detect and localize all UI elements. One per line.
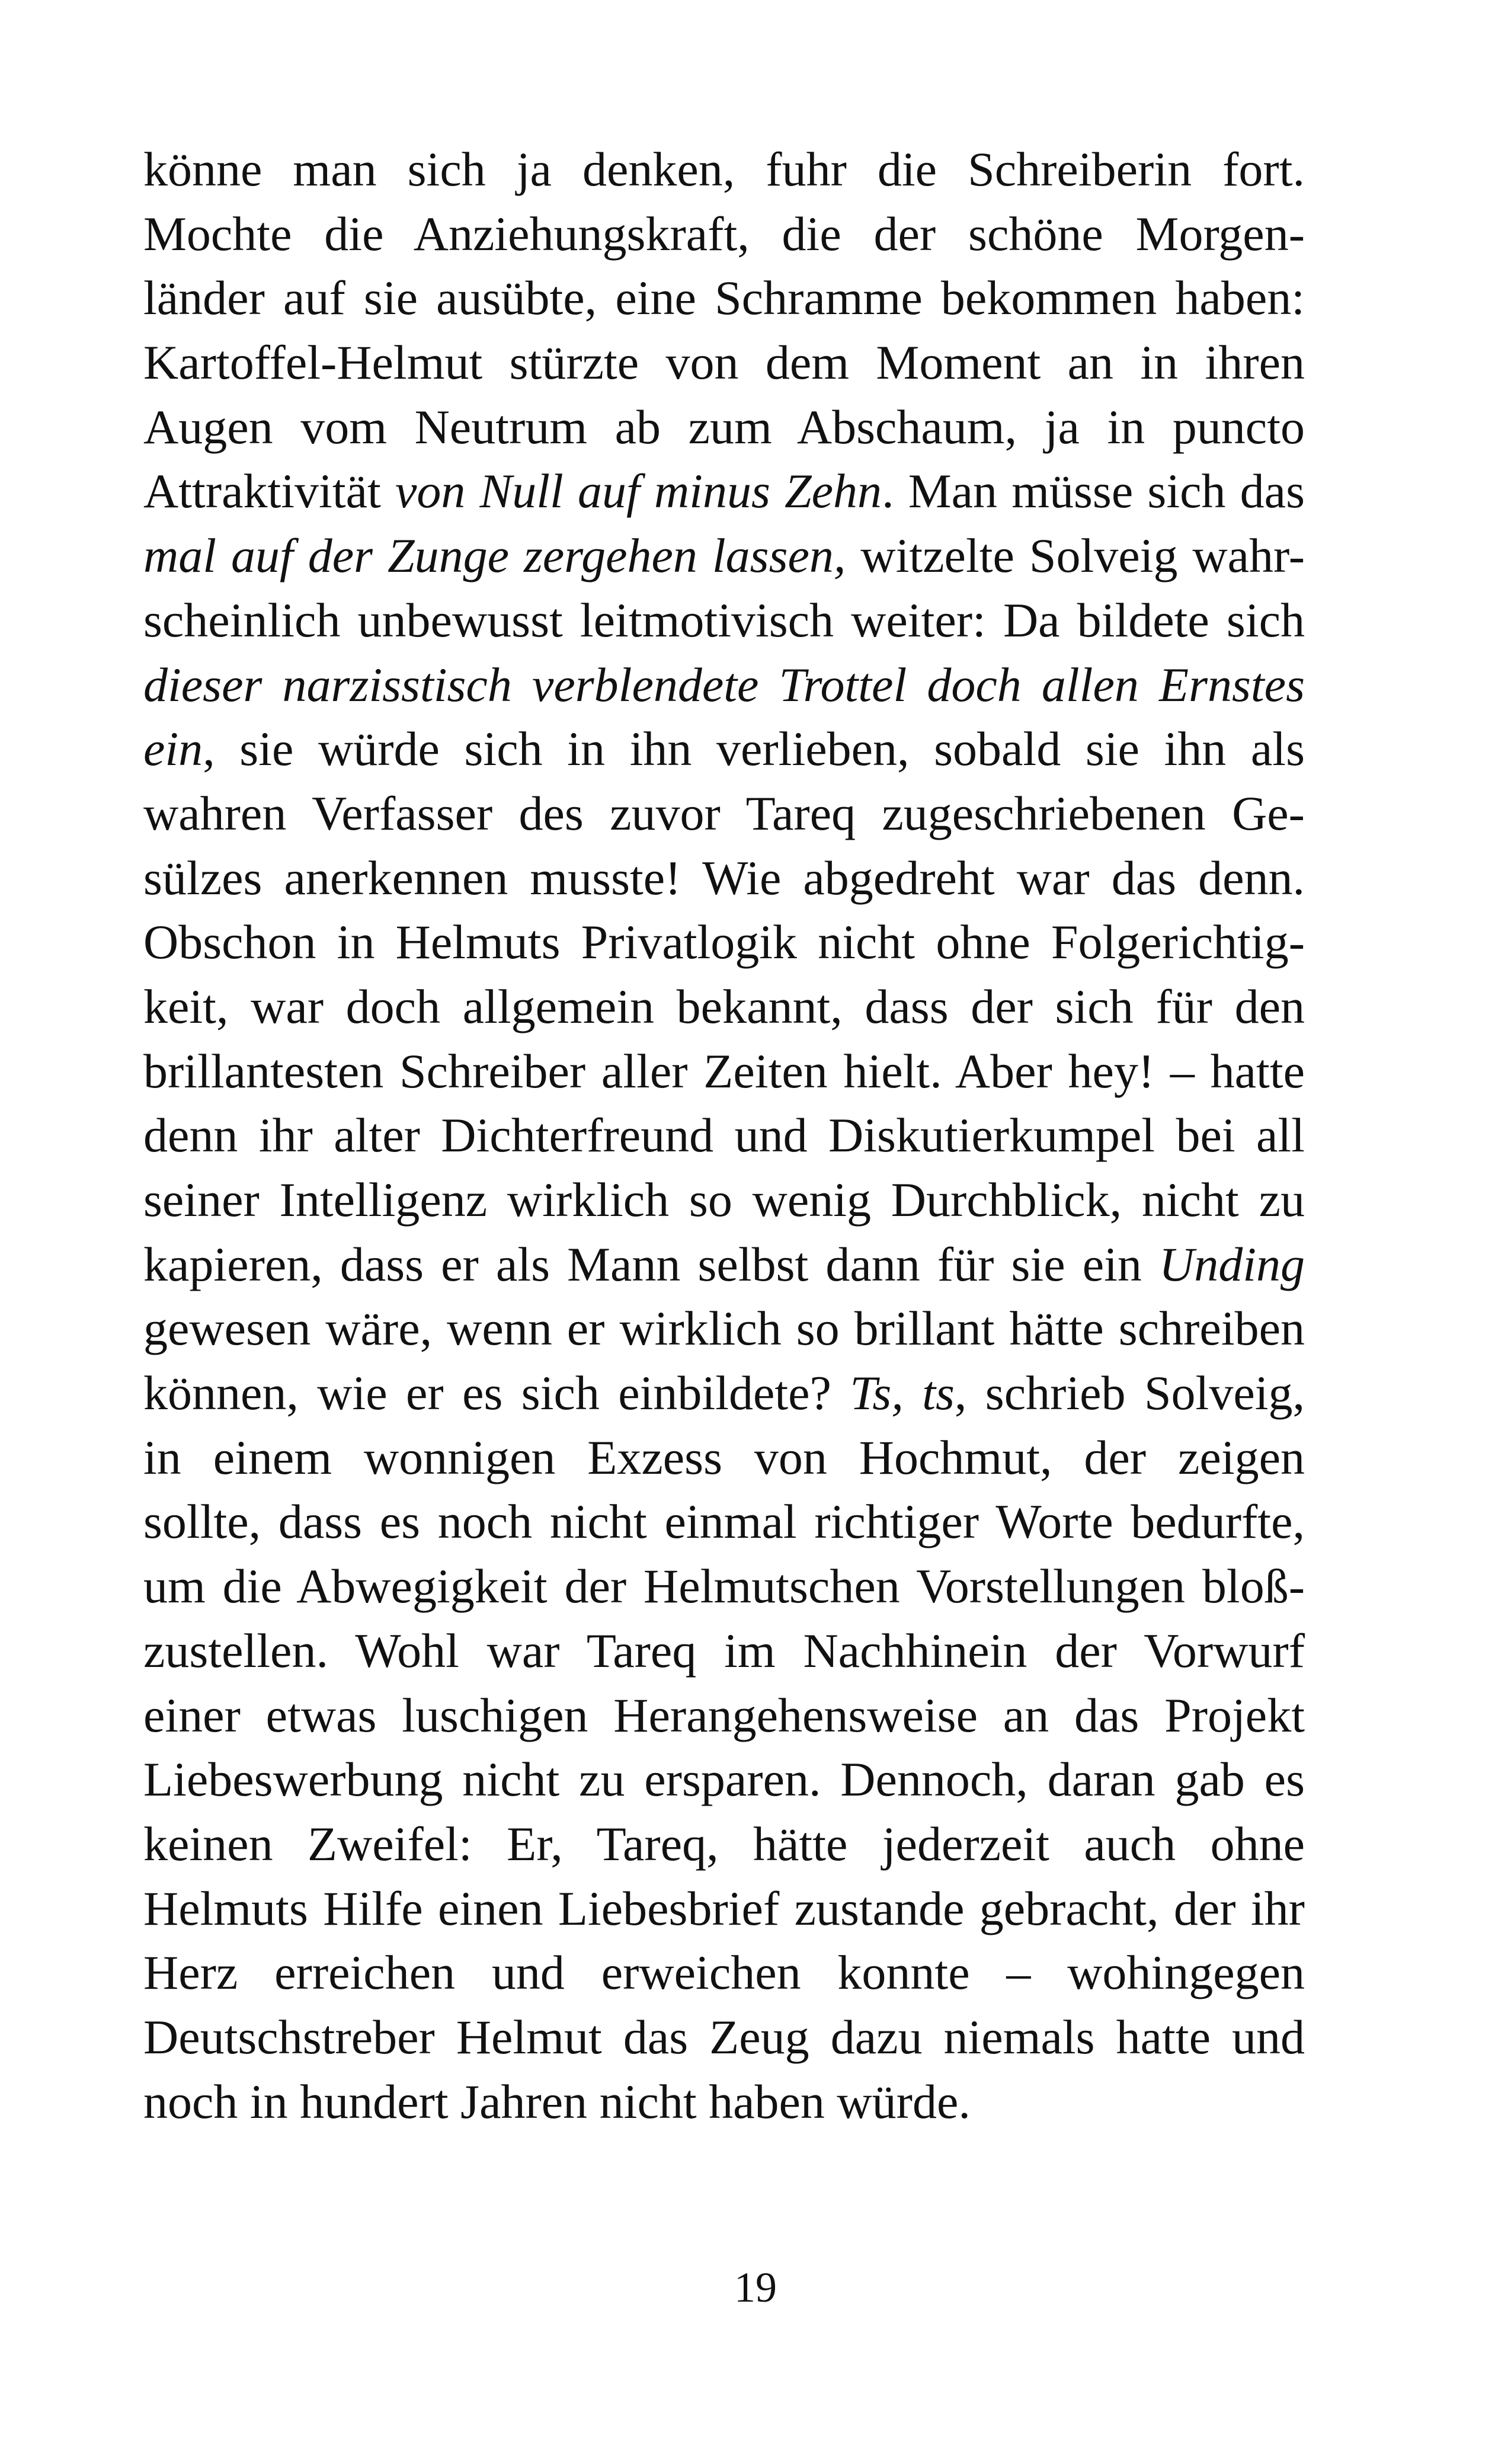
text-segment: Helmuts Hilfe einen Liebesbrief zustande gebracht, der ihr (143, 1881, 1305, 1935)
italic-text: Unding (1159, 1237, 1305, 1291)
text-line (143, 1941, 1305, 2005)
page-number: 19 (734, 2264, 777, 2311)
text-line (143, 1877, 1305, 1941)
text-line (143, 1619, 1305, 1684)
text-segment: scheinlich unbewusst leitmotivisch weiter: Da bildete sich (143, 593, 1305, 647)
text-line (143, 2005, 1305, 2070)
text-line (143, 331, 1305, 395)
text-line (143, 782, 1305, 846)
text-segment: noch in hundert Jahren nicht haben würde. (143, 2074, 971, 2129)
text-segment: könne man sich ja denken, fuhr die Schreiberin fort. (143, 142, 1305, 196)
text-line (143, 1426, 1305, 1490)
text-segment: denn ihr alter Dichterfreund und Diskutierkumpel bei all (143, 1108, 1305, 1163)
text-line (143, 1684, 1305, 1748)
text-line (143, 1233, 1305, 1297)
text-line (143, 266, 1305, 331)
text-line (143, 524, 1305, 588)
text-line (143, 395, 1305, 460)
text-segment: Augen vom Neutrum ab zum Abschaum, ja in puncto (143, 399, 1305, 454)
text-segment: kapieren, dass er als Mann selbst dann für sie ein (143, 1237, 1159, 1291)
text-line (143, 1039, 1305, 1104)
text-segment: Kartoffel-Helmut stürzte von dem Moment an in ihren (143, 335, 1305, 390)
text-line (143, 459, 1305, 524)
text-line (143, 975, 1305, 1039)
text-line (143, 1748, 1305, 1812)
italic-text: dieser narzisstisch verblendete Trottel doch allen Ernstes (143, 657, 1305, 712)
text-line (143, 202, 1305, 267)
text-segment: keinen Zweifel: Er, Tareq, hätte jederzeit auch ohne (143, 1816, 1305, 1871)
text-segment: Herz erreichen und erweichen konnte – wohingegen (143, 1945, 1305, 2000)
text-line (143, 653, 1305, 718)
text-segment: zustellen. Wohl war Tareq im Nachhinein der Vorwurf (143, 1623, 1305, 1678)
text-line (143, 1812, 1305, 1877)
text-line (143, 588, 1305, 653)
text-segment: gewesen wäre, wenn er wirklich so brillant hätte schreiben (143, 1301, 1305, 1356)
body-text (143, 137, 1305, 2134)
text-segment: einer etwas luschigen Herangehensweise an das Projekt (143, 1688, 1305, 1742)
text-line (143, 1103, 1305, 1168)
text-segment: Liebeswerbung nicht zu ersparen. Dennoch, daran gab es (143, 1752, 1305, 1807)
text-segment: brillantesten Schreiber aller Zeiten hielt. Aber hey! – hatte (143, 1044, 1305, 1098)
text-segment: Mochte die Anziehungskraft, die der schöne Morgen- (143, 206, 1305, 261)
italic-text: mal auf der Zunge zergehen lassen, (143, 529, 846, 583)
text-segment: Obschon in Helmuts Privatlogik nicht ohne Folgerichtig- (143, 915, 1305, 969)
text-line (143, 1490, 1305, 1554)
text-segment: um die Abwegigkeit der Helmutschen Vorstellungen bloß- (143, 1559, 1305, 1614)
text-segment: , schrieb Solveig, (954, 1366, 1305, 1420)
italic-text: ein (143, 722, 203, 776)
text-line (143, 137, 1305, 202)
text-line (143, 846, 1305, 911)
text-segment: in einem wonnigen Exzess von Hochmut, der zeigen (143, 1430, 1305, 1484)
text-segment: können, wie er es sich einbildete? (143, 1366, 850, 1420)
text-segment: seiner Intelligenz wirklich so wenig Durchblick, nicht zu (143, 1173, 1305, 1227)
text-line (143, 717, 1305, 782)
text-segment: witzelte Solveig wahr- (846, 529, 1305, 583)
text-segment: , sie würde sich in ihn verlieben, sobald sie ihn als (203, 722, 1305, 776)
text-segment: länder auf sie ausübte, eine Schramme bekommen haben: (143, 271, 1305, 325)
text-segment: wahren Verfasser des zuvor Tareq zugeschriebenen Ge- (143, 786, 1305, 840)
text-segment: Deutschstreber Helmut das Zeug dazu niemals hatte und (143, 2009, 1305, 2064)
text-line (143, 1168, 1305, 1233)
text-segment: sollte, dass es noch nicht einmal richtiger Worte bedurfte, (143, 1495, 1305, 1549)
text-line (143, 910, 1305, 975)
text-segment: sülzes anerkennen musste! Wie abgedreht war das denn. (143, 850, 1305, 905)
text-line (143, 1554, 1305, 1619)
italic-text: Ts, ts (850, 1366, 955, 1420)
text-line (143, 1297, 1305, 1361)
text-segment: . Man müsse sich das (882, 464, 1305, 519)
text-segment: Attraktivität (143, 464, 395, 519)
text-segment: keit, war doch allgemein bekannt, dass der sich für den (143, 979, 1305, 1033)
text-line (143, 1361, 1305, 1426)
italic-text: von Null auf minus Zehn (395, 464, 882, 519)
text-line (143, 2070, 1305, 2135)
